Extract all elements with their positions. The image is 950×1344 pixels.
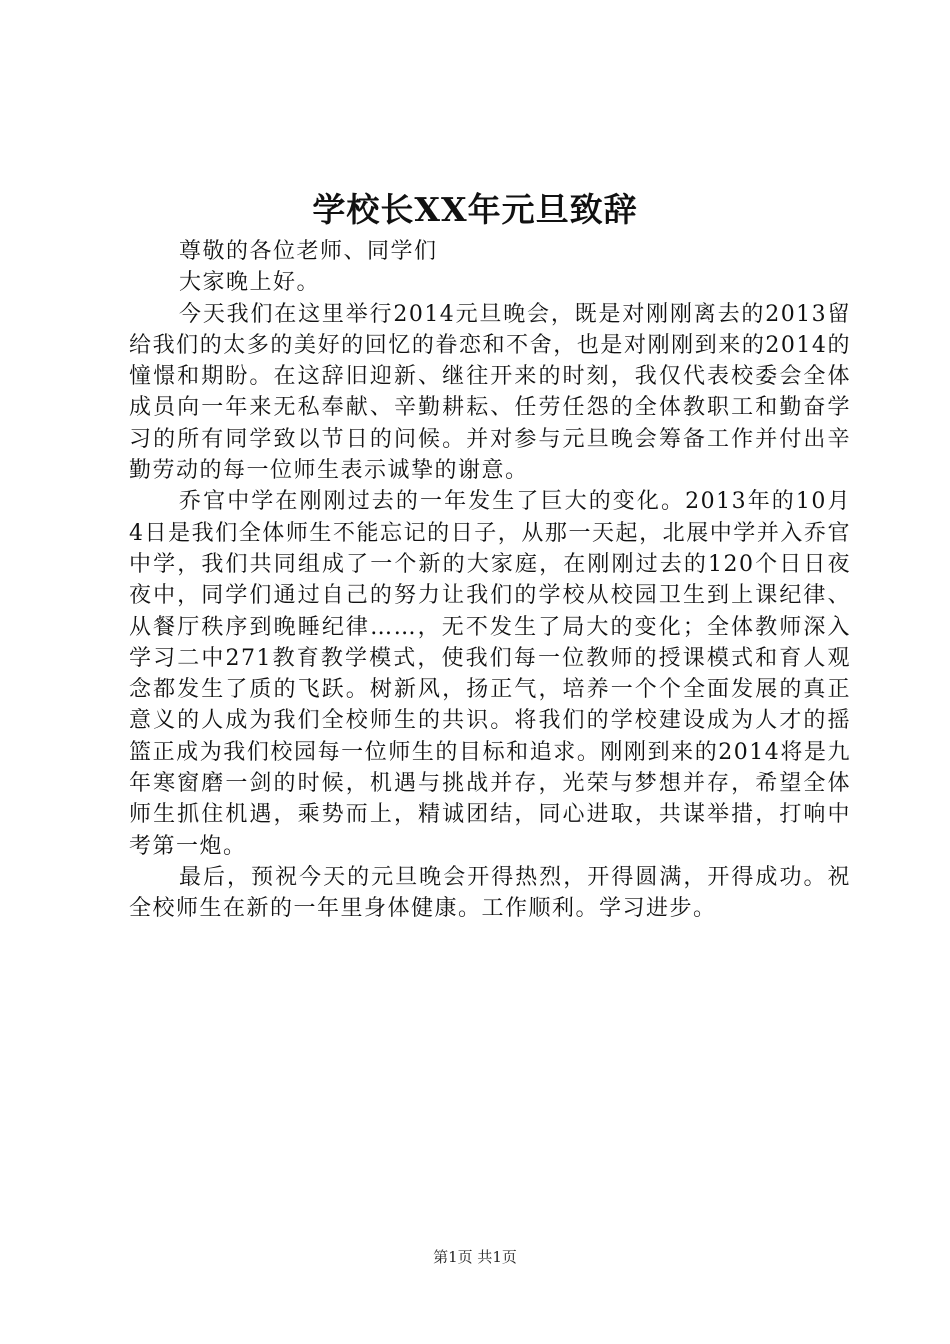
body-paragraph-1: 今天我们在这里举行2014元旦晚会，既是对刚刚离去的2013留给我们的太多的美好的回忆的眷恋和不舍，也是对刚刚到来的2014的憧憬和期盼。在这辞旧迎新、继往开来的时刻，我仅代表校委会全体成员向一年来无私奉献、辛勤耕耘、任劳任怨的全体教职工和勤奋学习的所有同学致以节日的问候。并对参与元旦晚会筹备工作并付出辛勤劳动的每一位师生表示诚挚的谢意。 — [129, 301, 851, 484]
body-paragraph-3: 最后，预祝今天的元旦晚会开得热烈，开得圆满，开得成功。祝全校师生在新的一年里身体健康。工作顺利。学习进步。 — [129, 864, 851, 922]
salutation: 尊敬的各位老师、同学们 — [179, 239, 438, 264]
document-body — [129, 236, 851, 925]
document-title: 学校长XX年元旦致辞 — [312, 190, 638, 229]
page-footer: 第1页 共1页 — [433, 1248, 517, 1266]
body-paragraph-2: 乔官中学在刚刚过去的一年发生了巨大的变化。2013年的10月4日是我们全体师生不能忘记的日子，从那一天起，北展中学并入乔官中学，我们共同组成了一个新的大家庭，在刚刚过去的120个日日夜夜中，同学们通过自己的努力让我们的学校从校园卫生到上课纪律、从餐厅秩序到晚睡纪律……，无不发生了局大的变化；全体教师深入学习二中271教育教学模式，使我们每一位教师的授课模式和育人观念都发生了质的飞跃。树新风，扬正气，培养一个个全面发展的真正意义的人成为我们全校师生的共识。将我们的学校建设成为人才的摇篮正成为我们校园每一位师生的目标和追求。刚刚到来的2014将是九年寒窗磨一剑的时候，机遇与挑战并存，光荣与梦想并存，希望全体师生抓住机遇，乘势而上，精诚团结，同心进取，共谋举措，打响中考第一炮。 — [129, 489, 851, 859]
greeting: 大家晚上好。 — [179, 270, 321, 296]
